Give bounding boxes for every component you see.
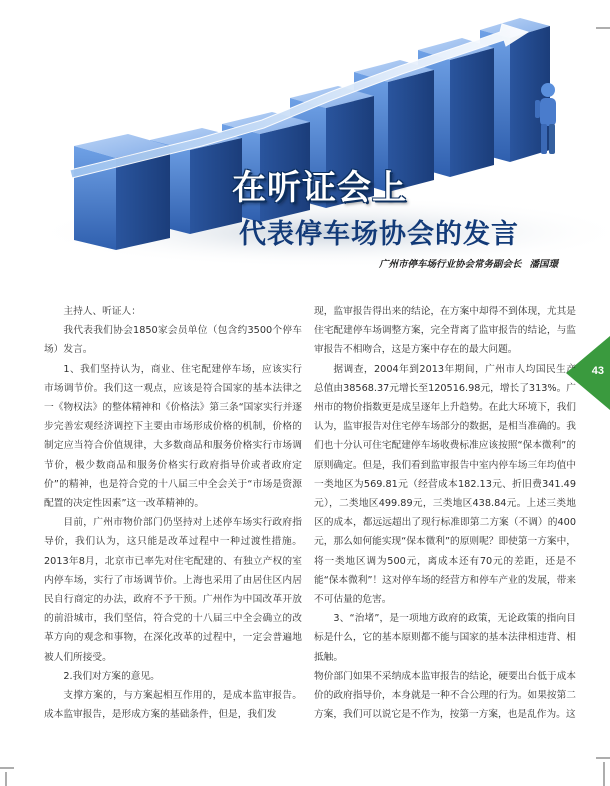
paragraph: 物价部门如果不采纳成本监审报告的结论，硬要出台低于成本价的政府指导价，本身就是一种不合公理的行为。如果按第二方案，我们可以说它是不作为，按第一方案，也是乱作为。这	[314, 670, 576, 721]
paragraph: 现，监审报告得出来的结论，在方案中却得不到体现，尤其是住宅配建停车场调整方案，完全背离了监审报告的结论，与监审报告不相吻合，这是方案中存在的最大问题。	[314, 306, 576, 356]
paragraph: 1、我们坚持认为，商业、住宅配建停车场，应该实行市场调节价。我们这一观点，应该是符合国家的基本法律之一《物权法》的整体精神和《价格法》第三条“国家实行并逐步完善宏观经济调控下主要由市场形成价格的机制，价格的制定应当符合价值规律，大多数商品和服务价格实行市场调节价，极少数商品和服务价格实行政府指导价或者政府定价”的精神，也是符合党的十八届三中全会关于“市场是资源配置的决定性因素”这一改革精神的。	[44, 363, 302, 510]
paragraph: 支撑方案的，与方案起相互作用的，是成本监审报告。成本监审报告，是形成方案的基础条件，但是，我们发	[44, 690, 302, 721]
paragraph: 我代表我们协会1850家会员单位（包含约3500个停车场）发言。	[44, 325, 302, 356]
headline: 在听证会上	[232, 168, 407, 208]
byline-name: 潘国璟	[529, 259, 558, 270]
byline	[379, 256, 558, 270]
bar-chart-illustration	[0, 0, 610, 300]
article-column-left	[44, 302, 302, 724]
paragraph: 主持人、听证人：	[63, 306, 141, 317]
article-column-right	[314, 302, 576, 724]
section-heading: 2.我们对方案的意见。	[63, 670, 160, 682]
page-number: 43	[591, 365, 604, 377]
paragraph: 据调查，2004年到2013年期间，广州市人均国民生产总值由38568.37元增长至120516.98元，增长了313%。广州市的物价指数更是成呈逐年上升趋势。在此大环境下，我们认为，监审报告对住宅停车场部分的数据，是相当准确的。我们也十分认可住宅配建停车场收费标准应该按照“保本微利”的原则确定。但是，我们看到监审报告中室内停车场三年均值中一类地区为569.81元（经营成本182.13元、折旧费341.49元），二类地区499.89元，三类地区438.84元。上述三类地区的成本，都远远超出了现行标准即第二方案（不调）的400元，那么如何能实现“保本微利”的原则呢？即使第一方案中，将一类地区调为500元，离成本还有70元的差距，还是不能“保本微利”！这对停车场的经营方和停车产业的发展，带来不可估量的危害。	[314, 363, 576, 606]
subheadline: 代表停车场协会的发言	[239, 219, 519, 250]
paragraph: 3、“治堵”，是一项地方政府的政策，无论政策的指向目标是什么，它的基本原则都不能与国家的基本法律相违背、相抵触。	[314, 613, 576, 663]
byline-role: 广州市停车场行业协会常务副会长	[378, 259, 522, 270]
paragraph: 目前，广州市物价部门仍坚持对上述停车场实行政府指导价，我们认为，这只能是改革过程中一种过渡性措施。2013年8月，北京市已率先对住宅配建的、有独立产权的室内停车场，实行了市场调节价。上海也采用了由居住区内居民自行商定的办法，政府不予干预。广州作为中国改革开放的前沿城市，我们坚信，符合党的十八届三中全会确立的改革方向的观念和事物，在深化改革的过程中，一定会普遍地被人们所接受。	[44, 517, 302, 663]
